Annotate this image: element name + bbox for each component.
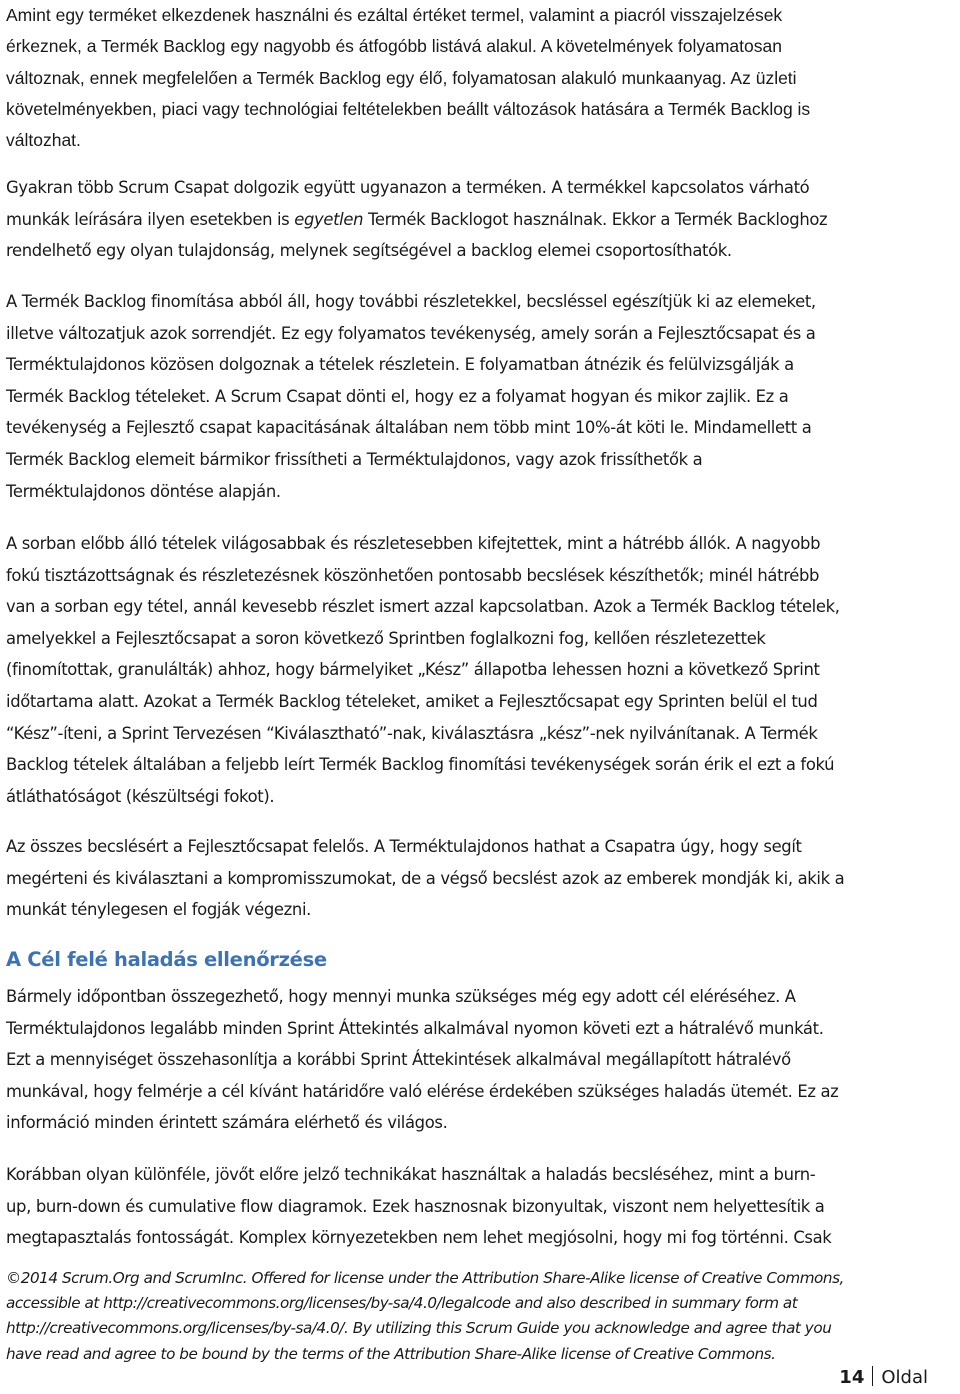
paragraph-forecasting — [6, 1159, 956, 1254]
page-number-value: 14 — [839, 1367, 865, 1388]
text-line: Termék Backlog tételeket. A Scrum Csapat dönti el, hogy ez a folyamat hogyan és mikor zajlik. Ez a — [6, 386, 789, 406]
text-line: megérteni és kiválasztani a kompromisszumokat, de a végső becslést azok az emberek mondják ki, akik a — [6, 868, 845, 888]
text-line: Terméktulajdonos legalább minden Sprint Áttekintés alkalmával nyomon követi ezt a hátralévő munkát. — [6, 1018, 824, 1038]
text-line: Terméktulajdonos közösen dolgoznak a tételek részletein. E folyamatban átnézik és felülvizsgálják a — [6, 355, 794, 375]
text-line: Ezt a mennyiséget összehasonlítja a korábbi Sprint Áttekintések alkalmával megállapított hátralévő — [6, 1050, 791, 1070]
text-line: A sorban előbb álló tételek világosabbak és részletesebben kifejtettek, mint a hátrébb állók. A nagyobb — [6, 534, 821, 553]
page-label: Oldal — [881, 1367, 928, 1388]
page-number — [839, 1366, 928, 1388]
text-line: Terméktulajdonos döntése alapján. — [6, 481, 281, 501]
text-line: megtapasztalás fontosságát. Komplex környezetekben nem lehet megjósolni, hogy mi fog történni. Csak — [6, 1228, 832, 1248]
text-line: A Termék Backlog finomítása abból áll, hogy további részletekkel, becsléssel egészítjük ki az elemeket, — [6, 292, 816, 311]
text-line: amelyekkel a Fejlesztőcsapat a soron következő Sprintben foglalkozni fog, kellően részletezettek — [6, 628, 766, 648]
paragraph-estimates — [6, 831, 956, 926]
text-line: követelményekben, piaci vagy technológiai feltételekben beállt változások hatására a Termék Backlog is — [6, 98, 811, 119]
paragraph-progress-tracking — [6, 981, 956, 1139]
text-line: fokú tisztázottságnak és részletezésnek köszönhetően pontosabb becslések készíthetők; minél hátrébb — [6, 565, 820, 585]
text-line: munkát ténylegesen el fogják végezni. — [6, 900, 312, 920]
footer-line: accessible at http://creativecommons.org/licenses/by-sa/4.0/legalcode and also described in summary form at — [6, 1294, 798, 1313]
text-line: Bármely időpontban összegezhető, hogy mennyi munka szükséges még egy adott cél eléréséhez. A — [6, 987, 796, 1006]
text-segment: munkák leírására ilyen esetekben is — [6, 209, 295, 229]
paragraph-backlog-refinement — [6, 286, 956, 507]
text-line — [6, 204, 956, 236]
text-line: információ minden érintett számára elérhető és világos. — [6, 1113, 448, 1133]
text-line: up, burn-down és cumulative flow diagramok. Ezek hasznosnak bizonyultak, viszont nem helyettesítik a — [6, 1196, 825, 1216]
paragraph-multiple-teams — [6, 172, 956, 267]
text-line: változhat. — [6, 130, 81, 151]
text-line: Az összes becslésért a Fejlesztőcsapat felelős. A Terméktulajdonos hathat a Csapatra úgy, hogy segít — [6, 837, 802, 856]
text-line: időtartama alatt. Azokat a Termék Backlog tételeket, amiket a Fejlesztőcsapat egy Sprinten belül el tud — [6, 691, 818, 711]
page-number-divider — [872, 1366, 873, 1386]
paragraph-backlog-evolution — [6, 0, 956, 156]
text-line: munkával, hogy felmérje a cél kívánt határidőre való elérése érdekében szükséges haladás ütemét. Ez az — [6, 1081, 839, 1101]
paragraph-item-detail — [6, 528, 956, 812]
text-segment: Termék Backlogot használnak. Ekkor a Termék Backloghoz — [363, 209, 828, 229]
footer-line: http://creativecommons.org/licenses/by-sa/4.0/. By utilizing this Scrum Guide you acknowledge and agree that you — [6, 1319, 832, 1338]
text-line: tevékenység a Fejlesztő csapat kapacitásának általában nem több mint 10%-át köti le. Mindamellett a — [6, 418, 812, 438]
section-heading: A Cél felé haladás ellenőrzése — [6, 948, 327, 971]
text-line: Korábban olyan különféle, jövőt előre jelző technikákat használtak a haladás becsléséhez, mint a burn- — [6, 1165, 816, 1184]
text-line: Amint egy terméket elkezdenek használni és ezáltal értéket termel, valamint a piacról visszajelzések — [6, 5, 783, 25]
text-line: Termék Backlog elemeit bármikor frissítheti a Terméktulajdonos, vagy azok frissíthetők a — [6, 449, 703, 469]
license-footer — [6, 1266, 958, 1367]
footer-line: ©2014 Scrum.Org and ScrumInc. Offered for license under the Attribution Share-Alike license of Creative Commons, — [6, 1269, 844, 1287]
text-line: “Kész”-íteni, a Sprint Tervezésen “Kiválasztható”-nak, kiválasztásra „kész”-nek nyilvánítanak. A Termék — [6, 723, 818, 743]
text-line: érkeznek, a Termék Backlog egy nagyobb és átfogóbb listává alakul. A követelmények folyamatosan — [6, 36, 782, 57]
text-line: Gyakran több Scrum Csapat dolgozik együtt ugyanazon a terméken. A termékkel kapcsolatos várható — [6, 178, 810, 197]
text-line: (finomítottak, granulálták) ahhoz, hogy bármelyiket „Kész” állapotba lehessen hozni a következő Sprint — [6, 660, 820, 680]
emphasized-word: egyetlen — [294, 209, 364, 229]
footer-line: have read and agree to be bound by the terms of the Attribution Share-Alike license of Creative Commons. — [6, 1344, 776, 1363]
text-line: átláthatóságot (készültségi fokot). — [6, 786, 275, 806]
text-line: változnak, ennek megfelelően a Termék Backlog egy élő, folyamatosan alakuló munkaanyag. Az üzleti — [6, 67, 797, 88]
text-line: Backlog tételek általában a feljebb leírt Termék Backlog finomítási tevékenységek során érik el ezt a fokú — [6, 755, 835, 775]
text-line: van a sorban egy tétel, annál kevesebb részlet ismert azzal kapcsolatban. Azok a Termék Backlog tételek, — [6, 597, 840, 617]
text-line: rendelhető egy olyan tulajdonság, melynek segítségével a backlog elemei csoportosíthatók. — [6, 241, 732, 261]
text-line: illetve változatjuk azok sorrendjét. Ez egy folyamatos tevékenység, amely során a Fejlesztőcsapat és a — [6, 323, 816, 343]
